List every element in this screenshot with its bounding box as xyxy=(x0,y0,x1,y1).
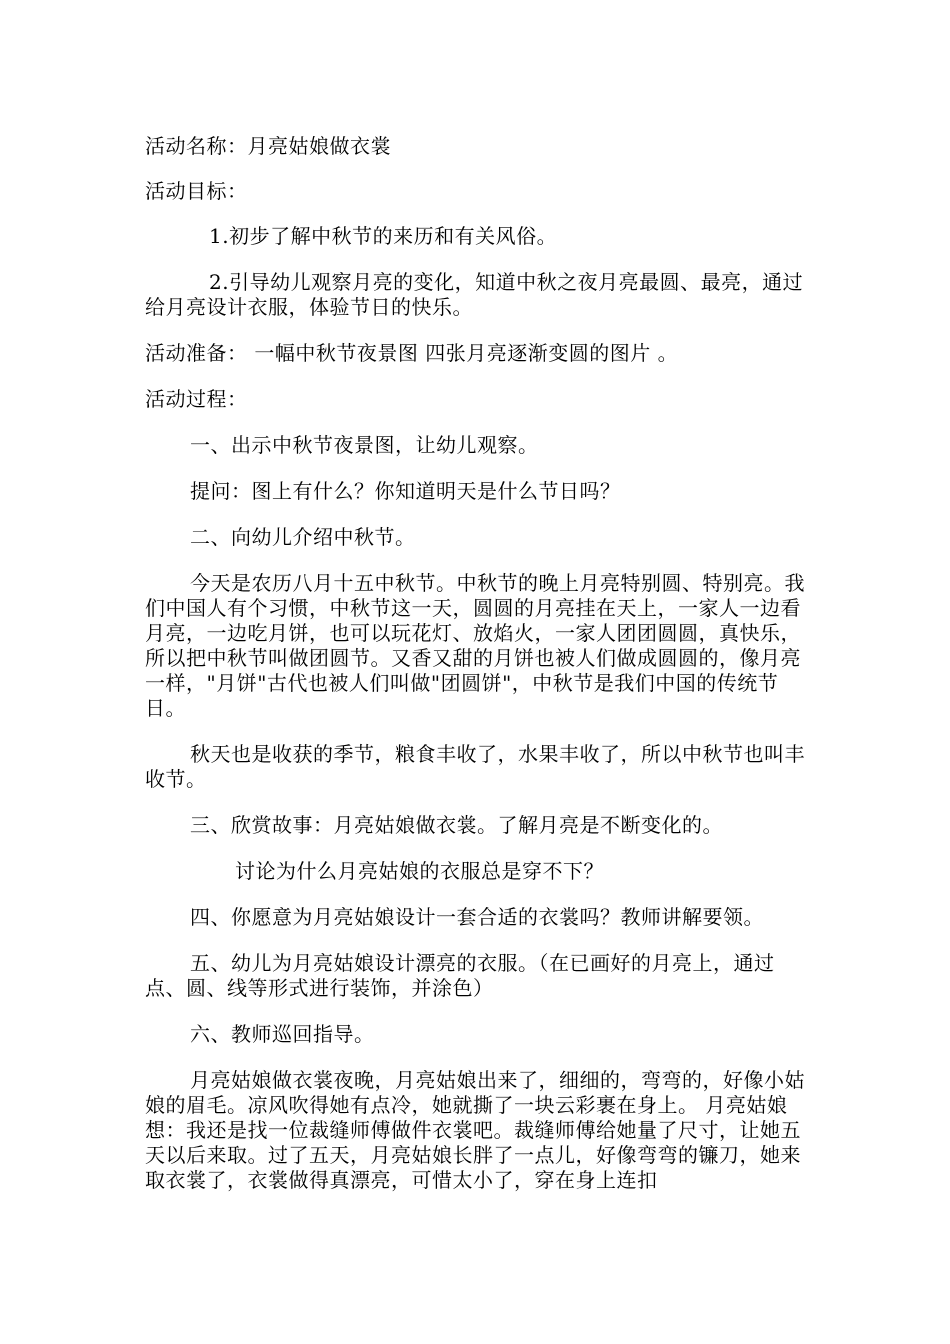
harvest-paragraph: 秋天也是收获的季节，粮食丰收了，水果丰收了，所以中秋节也叫丰收节。 xyxy=(145,742,805,791)
story-paragraph: 月亮姑娘做衣裳夜晚，月亮姑娘出来了，细细的，弯弯的，好像小姑娘的眉毛。凉风吹得她有点冷，她就撕了一块云彩裹在身上。 月亮姑娘想：我还是找一位裁缝师傅做件衣裳吧。裁缝师傅给她量了尺寸，让她五天以后来取。过了五天，月亮姑娘长胖了一点儿，好像弯弯的镰刀，她来取衣裳了，衣裳做得真漂亮，可惜太小了，穿在身上连扣 xyxy=(145,1068,805,1192)
document-body xyxy=(145,134,813,1214)
step-2: 二、向幼儿介绍中秋节。 xyxy=(190,525,416,549)
activity-name: 活动名称：月亮姑娘做衣裳 xyxy=(145,134,391,158)
discussion: 讨论为什么月亮姑娘的衣服总是穿不下？ xyxy=(235,859,604,883)
question: 提问：图上有什么？你知道明天是什么节日吗？ xyxy=(190,479,621,503)
step-4: 四、你愿意为月亮姑娘设计一套合适的衣裳吗？教师讲解要领。 xyxy=(190,905,764,929)
intro-paragraph: 今天是农历八月十五中秋节。中秋节的晚上月亮特别圆、特别亮。我们中国人有个习惯，中秋节这一天，圆圆的月亮挂在天上，一家人一边看月亮，一边吃月饼，也可以玩花灯、放焰火，一家人团团圆圆，真快乐，所以把中秋节叫做团圆节。又香又甜的月饼也被人们做成圆圆的，像月亮一样，"月饼"古代也被人们叫做"团圆饼"，中秋节是我们中国的传统节日。 xyxy=(145,571,805,720)
goal-2: 2.引导幼儿观察月亮的变化，知道中秋之夜月亮最圆、最亮，通过给月亮设计衣服，体验节日的快乐。 xyxy=(145,270,804,319)
goal-1: 1.初步了解中秋节的来历和有关风俗。 xyxy=(209,224,558,248)
step-5: 五、幼儿为月亮姑娘设计漂亮的衣服。（在已画好的月亮上，通过点、圆、线等形式进行装饰，并涂色） xyxy=(145,951,775,1000)
preparation: 活动准备： 一幅中秋节夜景图 四张月亮逐渐变圆的图片 。 xyxy=(145,341,679,365)
goals-label: 活动目标： xyxy=(145,179,248,203)
process-label: 活动过程： xyxy=(145,387,248,411)
step-3: 三、欣赏故事：月亮姑娘做衣裳。了解月亮是不断变化的。 xyxy=(190,813,723,837)
step-6: 六、教师巡回指导。 xyxy=(190,1022,375,1046)
step-1: 一、出示中秋节夜景图，让幼儿观察。 xyxy=(190,433,539,457)
